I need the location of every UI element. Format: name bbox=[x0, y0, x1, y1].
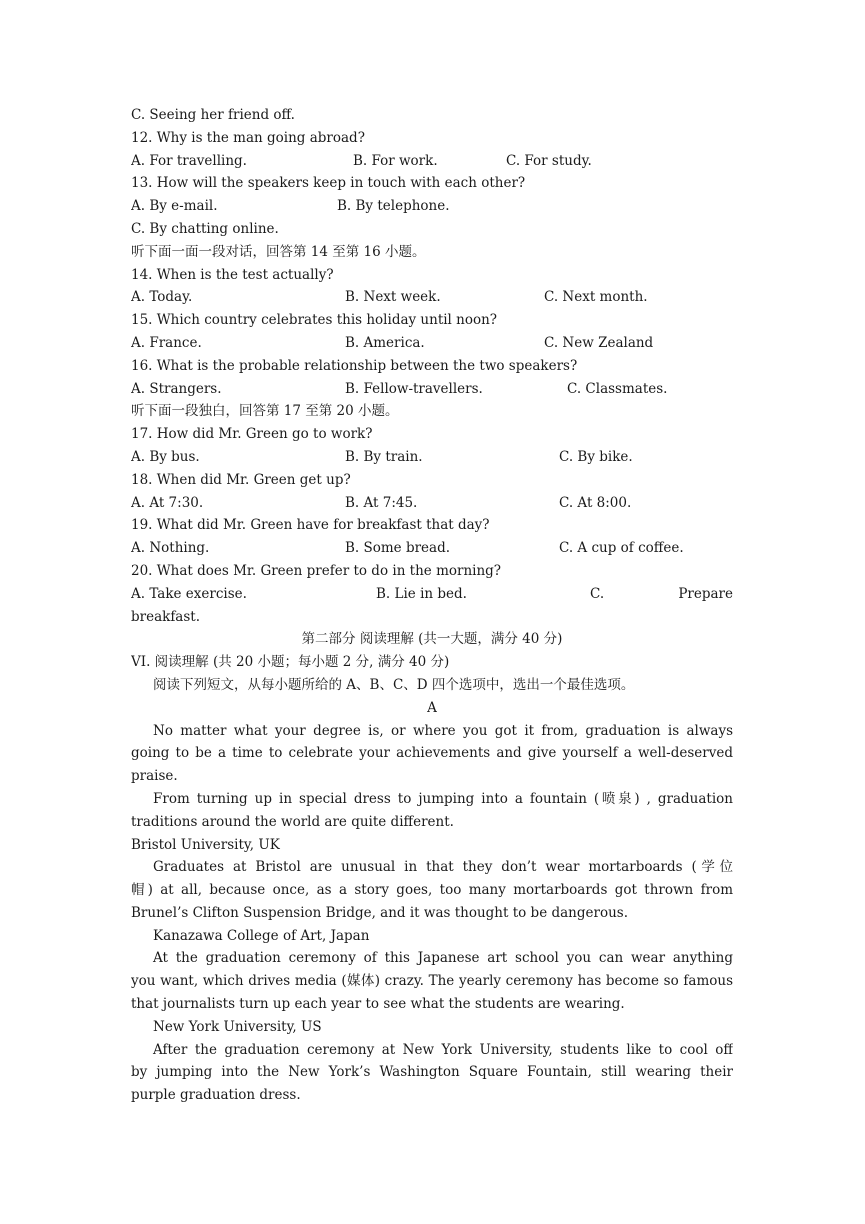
q20-option-b: B. Lie in bed. bbox=[376, 585, 467, 602]
q20-option-a: A. Take exercise. bbox=[131, 585, 247, 602]
q15-option-c: C. New Zealand bbox=[544, 334, 654, 351]
q19-options bbox=[131, 537, 733, 560]
q13-option-a: A. By e-mail. bbox=[131, 198, 218, 215]
passage-line: 帽) at all, because once, as a story goes, too many mortarboards got thrown from bbox=[131, 882, 733, 899]
q13-option-c: C. By chatting online. bbox=[131, 220, 279, 237]
q14-option-c: C. Next month. bbox=[544, 289, 648, 306]
q16-option-a: A. Strangers. bbox=[131, 380, 222, 397]
q18-option-a: A. At 7:30. bbox=[131, 494, 204, 511]
q19-option-b: B. Some bread. bbox=[345, 540, 451, 557]
q13-options bbox=[131, 195, 733, 218]
q14-option-b: B. Next week. bbox=[345, 289, 441, 306]
q20-option-c-text: Prepare bbox=[678, 585, 733, 602]
passage-line: traditions around the world are quite different. bbox=[131, 813, 454, 830]
q20-options bbox=[131, 583, 733, 606]
q12-option-a: A. For travelling. bbox=[131, 152, 247, 169]
q12-option-c: C. For study. bbox=[506, 152, 592, 169]
q14-options bbox=[131, 286, 733, 309]
q20-option-c-continued: breakfast. bbox=[131, 608, 201, 625]
reading-instruction: 阅读下列短文，从每小题所给的 A、B、C、D 四个选项中，选出一个最佳选项。 bbox=[153, 676, 635, 693]
section-heading-kanazawa: Kanazawa College of Art, Japan bbox=[153, 927, 370, 944]
passage-line: From turning up in special dress to jumping into a fountain (喷泉) , graduation bbox=[153, 790, 733, 807]
passage-line: Graduates at Bristol are unusual in that they don’t wear mortarboards (学位 bbox=[153, 859, 733, 876]
q16-stem: 16. What is the probable relationship between the two speakers? bbox=[131, 357, 578, 374]
q16-option-c: C. Classmates. bbox=[567, 380, 668, 397]
q18-options bbox=[131, 492, 733, 515]
passage-line: praise. bbox=[131, 768, 178, 785]
q15-option-b: B. America. bbox=[345, 334, 425, 351]
passage-line: by jumping into the New York’s Washington Square Fountain, still wearing their bbox=[131, 1064, 733, 1081]
q13-option-b: B. By telephone. bbox=[337, 198, 450, 215]
passage-line: that journalists turn up each year to see what the students are wearing. bbox=[131, 996, 625, 1013]
part2-heading: 第二部分 阅读理解 (共一大题，满分 40 分) bbox=[301, 631, 563, 648]
passage-line: Brunel’s Clifton Suspension Bridge, and it was thought to be dangerous. bbox=[131, 904, 628, 921]
q18-option-b: B. At 7:45. bbox=[345, 494, 418, 511]
instruction-14-16: 听下面一面一段对话，回答第 14 至第 16 小题。 bbox=[131, 243, 426, 260]
q18-option-c: C. At 8:00. bbox=[559, 494, 632, 511]
exam-page bbox=[131, 104, 733, 1107]
q16-options bbox=[131, 378, 733, 401]
q19-stem: 19. What did Mr. Green have for breakfast that day? bbox=[131, 517, 490, 534]
q17-options bbox=[131, 446, 733, 469]
passage-line: No matter what your degree is, or where you got it from, graduation is always bbox=[153, 722, 733, 739]
instruction-17-20: 听下面一段独白，回答第 17 至第 20 小题。 bbox=[131, 403, 399, 420]
passage-line: purple graduation dress. bbox=[131, 1087, 301, 1104]
passage-label: A bbox=[427, 699, 437, 716]
q12-stem: 12. Why is the man going abroad? bbox=[131, 129, 365, 146]
q12-option-b: B. For work. bbox=[353, 152, 438, 169]
q18-stem: 18. When did Mr. Green get up? bbox=[131, 471, 351, 488]
q14-option-a: A. Today. bbox=[131, 289, 193, 306]
q20-option-c-letter: C. bbox=[590, 585, 605, 602]
q14-stem: 14. When is the test actually? bbox=[131, 266, 334, 283]
part2-subheading: VI. 阅读理解 (共 20 小题；每小题 2 分, 满分 40 分) bbox=[131, 654, 450, 671]
q19-option-c: C. A cup of coffee. bbox=[559, 540, 684, 557]
section-heading-bristol: Bristol University, UK bbox=[131, 836, 280, 853]
q15-options bbox=[131, 332, 733, 355]
passage-line: At the graduation ceremony of this Japanese art school you can wear anything bbox=[153, 950, 733, 967]
passage-line: going to be a time to celebrate your achievements and give yourself a well-deserved bbox=[131, 745, 733, 762]
q11-option-c: C. Seeing her friend off. bbox=[131, 107, 295, 123]
q15-stem: 15. Which country celebrates this holiday until noon? bbox=[131, 312, 498, 329]
q20-stem: 20. What does Mr. Green prefer to do in the morning? bbox=[131, 562, 502, 579]
q15-option-a: A. France. bbox=[131, 334, 202, 351]
q17-option-c: C. By bike. bbox=[559, 448, 633, 465]
q17-option-b: B. By train. bbox=[345, 448, 423, 465]
q12-options bbox=[131, 150, 733, 173]
passage-line: you want, which drives media (媒体) crazy. The yearly ceremony has become so famous bbox=[131, 973, 733, 990]
section-heading-nyu: New York University, US bbox=[153, 1018, 322, 1035]
q13-stem: 13. How will the speakers keep in touch with each other? bbox=[131, 175, 526, 192]
q19-option-a: A. Nothing. bbox=[131, 540, 210, 557]
q17-stem: 17. How did Mr. Green go to work? bbox=[131, 426, 373, 443]
q16-option-b: B. Fellow-travellers. bbox=[345, 380, 483, 397]
q17-option-a: A. By bus. bbox=[131, 448, 200, 465]
passage-line: After the graduation ceremony at New York University, students like to cool off bbox=[153, 1041, 733, 1058]
